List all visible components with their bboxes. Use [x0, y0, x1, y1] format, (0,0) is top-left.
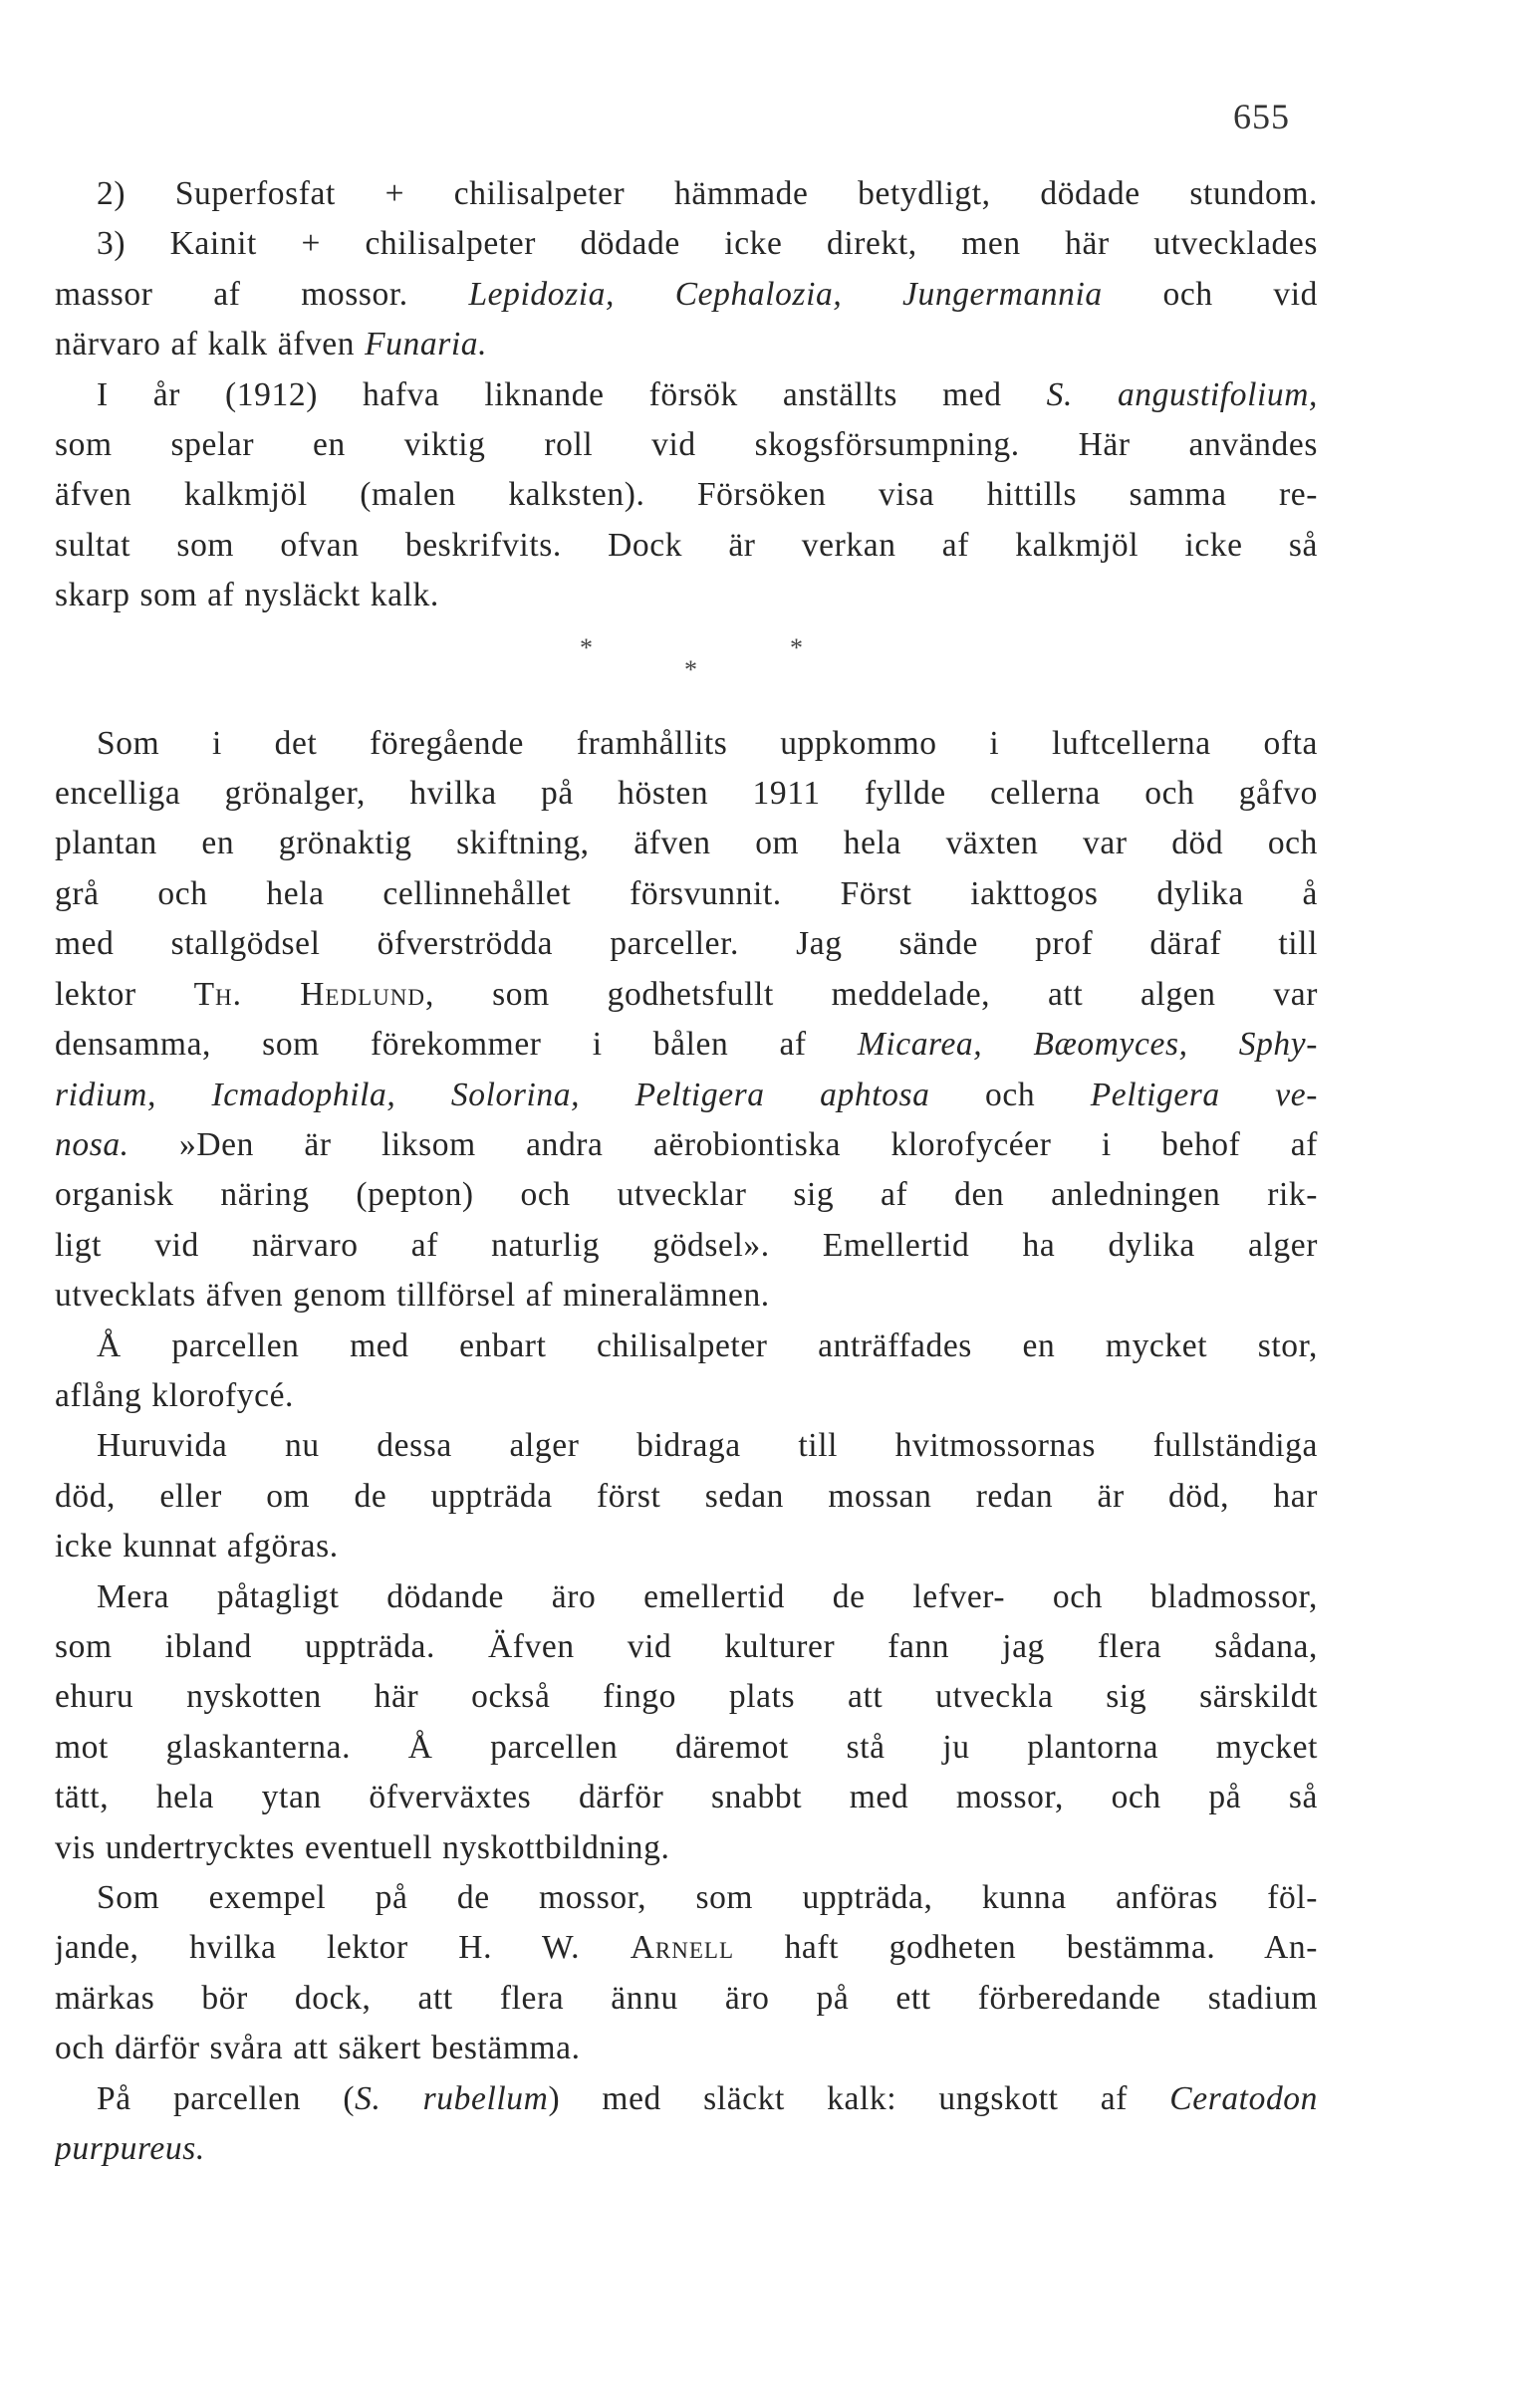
text-line: [55, 1271, 1318, 1321]
text-line: [55, 1723, 1318, 1773]
text-line: [55, 1421, 1318, 1471]
text-span: På parcellen (: [97, 2079, 356, 2117]
text-line: [55, 521, 1318, 571]
text-span: som godhetsfullt meddelade, att algen var: [434, 975, 1318, 1013]
text-span: jande, hvilka lektor H. W.: [55, 1929, 631, 1967]
italic-taxa: Funaria.: [365, 326, 488, 363]
text-line: [55, 769, 1318, 819]
text-line: [55, 1472, 1318, 1522]
text-span: mot glaskanterna. Å parcellen däremot stå ju plantorna mycket: [55, 1728, 1318, 1766]
text-span: och: [929, 1076, 1091, 1113]
text-span: ) med släckt kalk: ungskott af: [548, 2079, 1170, 2117]
text-span: aflång klorofycé.: [55, 1376, 295, 1414]
text-line: [55, 571, 1318, 620]
text-span: Mera påtagligt dödande äro emellertid de lefver- och bladmossor,: [97, 1577, 1318, 1615]
text-span: som spelar en viktig roll vid skogsförsumpning. Här användes: [55, 426, 1318, 464]
text-span: Som exempel på de mossor, som uppträda, kunna anföras föl-: [97, 1879, 1318, 1916]
text-span: I år (1912) hafva liknande försök anställts med: [97, 375, 1047, 413]
text-line: [55, 2024, 1318, 2073]
text-line: [55, 719, 1318, 769]
text-line: [55, 2074, 1318, 2124]
page-number: 655: [1233, 97, 1290, 136]
text-span: ligt vid närvaro af naturlig gödsel». Emellertid ha dylika alger: [55, 1226, 1318, 1264]
asterisk-mark: *: [580, 632, 594, 662]
text-span: grå och hela cellinnehållet försvunnit. Först iakttogos dylika å: [55, 874, 1318, 912]
text-span: märkas bör dock, att flera ännu äro på ett förberedande stadium: [55, 1979, 1318, 2017]
text-line: [55, 1572, 1318, 1622]
text-span: organisk näring (pepton) och utvecklar sig af den anledningen rik-: [55, 1176, 1318, 1214]
text-line: [55, 320, 1318, 369]
italic-taxa: Lepidozia, Cephalozia, Jungermannia: [468, 275, 1103, 313]
text-line: [55, 1071, 1318, 1120]
italic-taxa: nosa.: [55, 1125, 129, 1163]
text-span: och därför svåra att säkert bestämma.: [55, 2030, 581, 2067]
text-line: [55, 1672, 1318, 1722]
text-span: och vid: [1102, 275, 1318, 313]
italic-taxa: S. rubellum: [355, 2079, 549, 2117]
text-span: densamma, som förekommer i bålen af: [55, 1026, 858, 1064]
text-line: [55, 169, 1318, 219]
italic-taxa: ridium, Icmadophila, Solorina, Peltigera aphtosa: [55, 1076, 930, 1113]
text-span: utvecklats äfven genom tillförsel af mineralämnen.: [55, 1277, 770, 1315]
text-span: icke kunnat afgöras.: [55, 1528, 339, 1565]
text-line: [55, 869, 1318, 919]
text-line: [55, 370, 1318, 420]
text-line: [55, 1873, 1318, 1923]
text-span: 2) Superfosfat + chilisalpeter hämmade betydligt, dödade stundom.: [97, 175, 1318, 212]
body-text: [55, 169, 1318, 2174]
text-line: [55, 219, 1318, 269]
text-span: sultat som ofvan beskrifvits. Dock är verkan af kalkmjöl icke så: [55, 526, 1318, 564]
text-span: 3) Kainit + chilisalpeter dödade icke direkt, men här utvecklades: [97, 225, 1318, 263]
text-span: haft godheten bestämma. An-: [734, 1929, 1318, 1967]
text-span: »Den är liksom andra aërobiontiska klorofycéer i behof af: [128, 1125, 1318, 1163]
text-line: [55, 1823, 1318, 1873]
text-span: Huruvida nu dessa alger bidraga till hvitmossornas fullständiga: [97, 1427, 1318, 1465]
text-line: [55, 970, 1318, 1020]
text-line: [55, 2124, 1318, 2174]
italic-taxa: purpureus.: [55, 2130, 205, 2168]
text-span: äfven kalkmjöl (malen kalksten). Försöken visa hittills samma re-: [55, 476, 1318, 514]
text-span: plantan en grönaktig skiftning, äfven om hela växten var död och: [55, 825, 1318, 862]
text-span: encelliga grönalger, hvilka på hösten 1911 fyllde cellerna och gåfvo: [55, 775, 1318, 813]
text-span: skarp som af nysläckt kalk.: [55, 577, 439, 614]
text-span: vis undertrycktes eventuell nyskottbildning.: [55, 1828, 670, 1866]
text-span: med stallgödsel öfverströdda parceller. Jag sände prof däraf till: [55, 925, 1318, 963]
text-line: [55, 819, 1318, 868]
text-line: [55, 1773, 1318, 1822]
author-name: Th. Hedlund,: [193, 975, 435, 1013]
text-span: massor af mossor.: [55, 275, 469, 313]
text-line: [55, 470, 1318, 520]
text-line: [55, 1622, 1318, 1672]
asterisk-mark: *: [684, 654, 698, 684]
text-span: tätt, hela ytan öfverväxtes därför snabbt med mossor, och på så: [55, 1779, 1318, 1816]
text-span: död, eller om de uppträda först sedan mossan redan är död, har: [55, 1477, 1318, 1515]
section-separator: [55, 621, 1318, 719]
text-line: [55, 420, 1318, 470]
text-line: [55, 270, 1318, 320]
italic-taxa: S. angustifolium,: [1046, 375, 1318, 413]
text-span: ehuru nyskotten här också fingo plats att utveckla sig särskildt: [55, 1678, 1318, 1716]
text-span: närvaro af kalk äfven: [55, 326, 366, 363]
text-line: [55, 919, 1318, 969]
text-line: [55, 1522, 1318, 1571]
italic-taxa: Peltigera ve-: [1090, 1076, 1318, 1113]
italic-taxa: Ceratodon: [1169, 2079, 1318, 2117]
text-span: lektor: [55, 975, 194, 1013]
text-span: som ibland uppträda. Äfven vid kulturer fann jag flera sådana,: [55, 1627, 1318, 1665]
text-line: [55, 1923, 1318, 1973]
text-line: [55, 1120, 1318, 1170]
text-line: [55, 1371, 1318, 1421]
text-line: [55, 1322, 1318, 1371]
text-line: [55, 1974, 1318, 2024]
italic-taxa: Micarea, Bæomyces, Sphy-: [857, 1026, 1318, 1064]
text-span: Som i det föregående framhållits uppkommo i luftcellerna ofta: [97, 724, 1318, 762]
text-span: Å parcellen med enbart chilisalpeter anträffades en mycket stor,: [97, 1326, 1318, 1364]
author-name: Arnell: [630, 1929, 735, 1967]
text-line: [55, 1020, 1318, 1070]
asterisk-mark: *: [790, 632, 804, 662]
text-line: [55, 1221, 1318, 1271]
text-line: [55, 1170, 1318, 1220]
